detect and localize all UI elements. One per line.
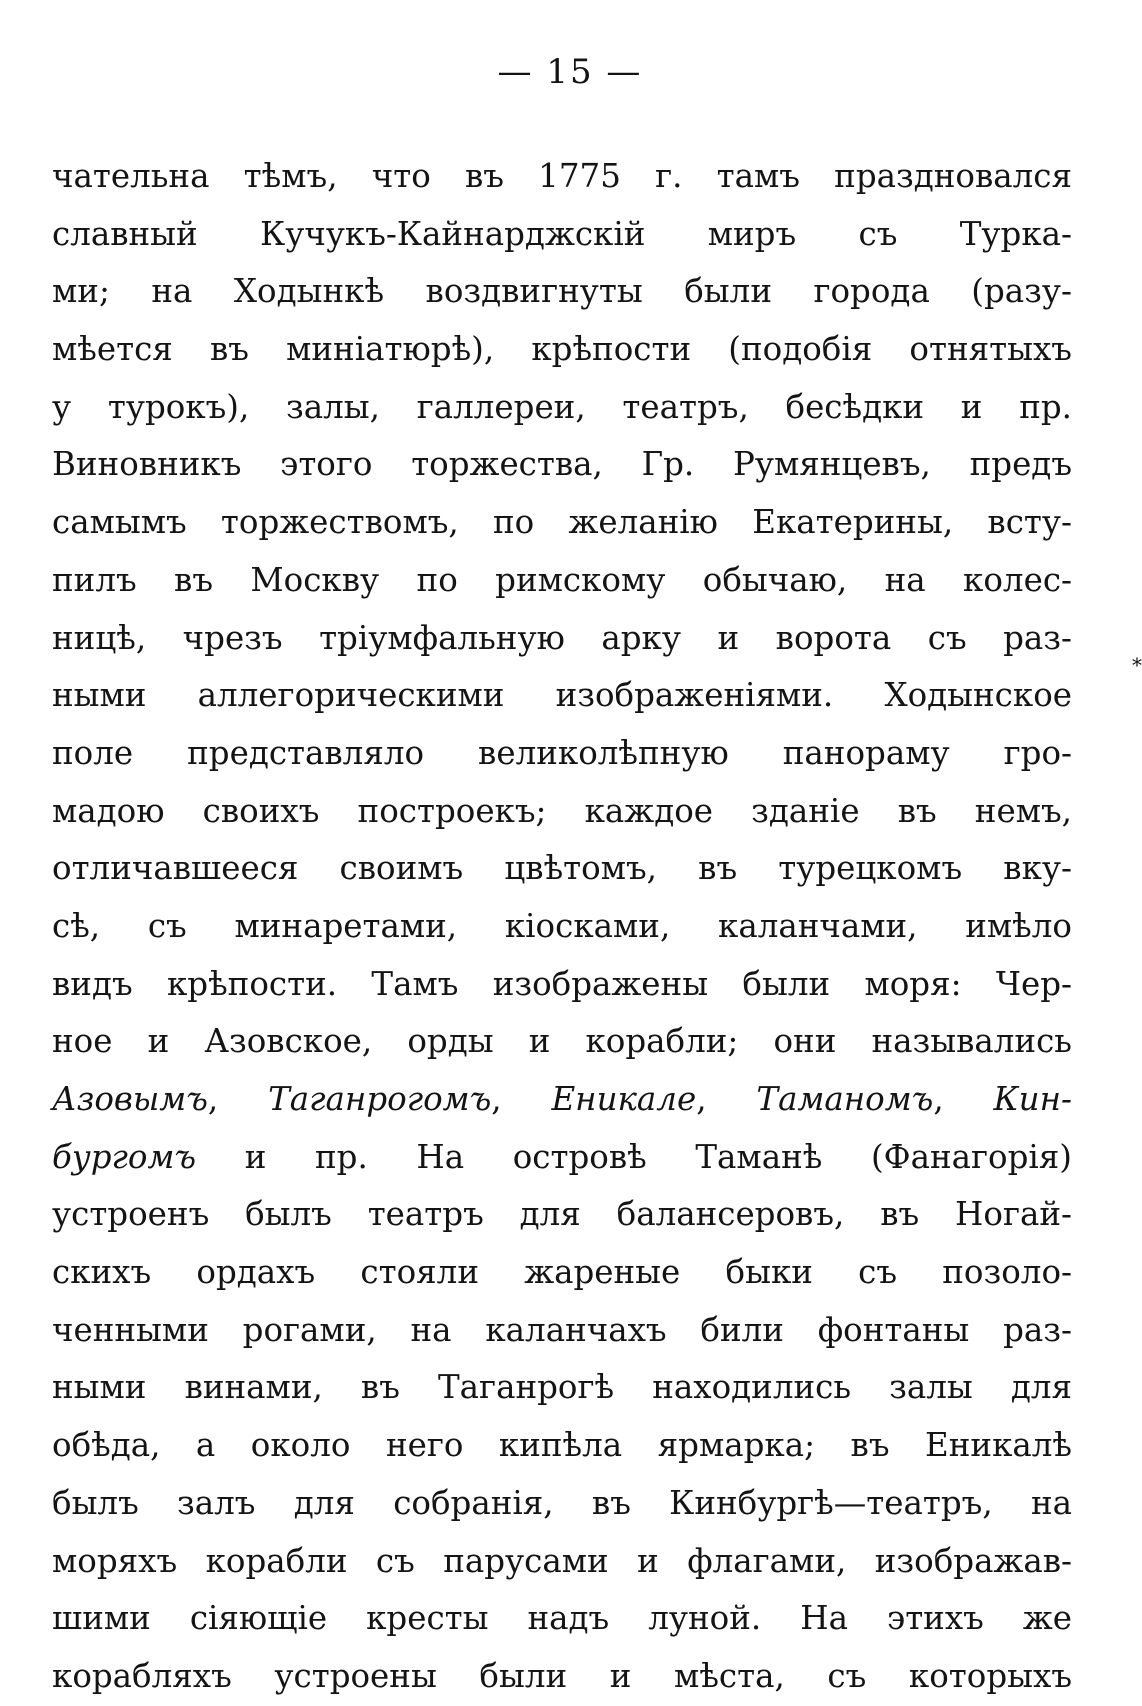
text-line	[52, 1244, 1072, 1302]
text-line	[52, 1129, 1072, 1187]
text-line	[52, 321, 1072, 379]
text-line	[52, 1359, 1072, 1417]
text-line	[52, 263, 1072, 321]
text-segment: видъ крѣпости. Тамъ изображены были моря: Чер-	[52, 964, 1072, 1003]
text-segment: славный Кучукъ-Кайнарджскій миръ съ Турка-	[52, 214, 1072, 253]
text-line	[52, 1302, 1072, 1360]
text-line	[52, 1590, 1072, 1648]
text-segment: ми; на Ходынкѣ воздвигнуты были города (разу-	[52, 272, 1072, 311]
text-line	[52, 379, 1072, 437]
text-segment: самымъ торжествомъ, по желанію Екатерины, всту-	[52, 503, 1072, 542]
text-line	[52, 1475, 1072, 1533]
text-segment: былъ залъ для собранія, въ Кинбургѣ—театръ, на	[52, 1483, 1072, 1522]
text-line	[52, 783, 1072, 841]
text-line	[52, 1533, 1072, 1591]
text-line	[52, 552, 1072, 610]
text-segment: мѣется въ миніатюрѣ), крѣпости (подобія отнятыхъ	[52, 330, 1072, 369]
text-line	[52, 206, 1072, 264]
text-segment: ,	[207, 1080, 269, 1118]
italic-text-segment: Еникале	[551, 1080, 697, 1118]
text-segment: скихъ ордахъ стояли жареные быки съ позоло-	[52, 1253, 1072, 1292]
text-segment: пилъ въ Москву по римскому обычаю, на колес-	[52, 560, 1072, 599]
text-segment: корабляхъ устроены были и мѣста, съ которыхъ	[52, 1656, 1072, 1695]
text-line	[52, 667, 1072, 725]
text-segment: ченными рогами, на каланчахъ били фонтаны раз-	[52, 1310, 1072, 1349]
text-line	[52, 1417, 1072, 1475]
text-segment: мадою своихъ построекъ; каждое зданіе въ немъ,	[52, 791, 1072, 830]
text-line	[52, 898, 1072, 956]
italic-text-segment: бургомъ	[52, 1137, 197, 1176]
text-line	[52, 725, 1072, 783]
text-line	[52, 840, 1072, 898]
text-line	[52, 148, 1072, 206]
body-text	[52, 148, 1072, 1706]
text-segment: шими сіяющіе кресты надъ луной. На этихъ же	[52, 1599, 1072, 1638]
text-line	[52, 1013, 1072, 1071]
italic-text-segment: Азовымъ	[52, 1080, 208, 1118]
margin-mark: *	[1132, 653, 1142, 677]
text-segment: Виновникъ этого торжества, Гр. Румянцевъ, предъ	[52, 445, 1072, 484]
italic-text-segment: Кин-	[993, 1080, 1072, 1118]
text-segment: ными аллегорическими изображеніями. Ходынское	[52, 676, 1072, 715]
text-segment: у турокъ), залы, галлереи, театръ, бесѣдки и пр.	[52, 387, 1072, 426]
text-segment: поле представляло великолѣпную панораму гро-	[52, 733, 1072, 772]
text-line	[52, 1186, 1072, 1244]
text-line	[52, 956, 1072, 1014]
text-segment: чательна тѣмъ, что въ 1775 г. тамъ праздновался	[52, 157, 1072, 195]
text-segment: ,	[933, 1080, 994, 1118]
text-segment: сѣ, съ минаретами, кіосками, каланчами, имѣло	[52, 906, 1072, 945]
text-line	[52, 610, 1072, 668]
text-segment: обѣда, а около него кипѣла ярмарка; въ Еникалѣ	[52, 1426, 1072, 1465]
text-segment: отличавшееся своимъ цвѣтомъ, въ турецкомъ вку-	[52, 849, 1072, 888]
text-line	[52, 494, 1072, 552]
text-segment: и пр. На островѣ Таманѣ (Фанагорія)	[196, 1137, 1072, 1176]
text-segment: ,	[491, 1080, 552, 1118]
text-line	[52, 1071, 1072, 1129]
italic-text-segment: Таманомъ	[756, 1080, 934, 1118]
text-line	[52, 436, 1072, 494]
text-line	[52, 1648, 1072, 1706]
text-segment: устроенъ былъ театръ для балансеровъ, въ Ногай-	[52, 1195, 1072, 1234]
text-segment: ными винами, въ Таганрогѣ находились залы для	[52, 1368, 1072, 1407]
text-segment: моряхъ корабли съ парусами и флагами, изображав-	[52, 1541, 1072, 1580]
text-segment: ,	[696, 1080, 757, 1118]
page-number: — 15 —	[497, 52, 643, 92]
text-segment: ницѣ, чрезъ тріумфальную арку и ворота съ раз-	[52, 618, 1072, 657]
text-segment: ное и Азовское, орды и корабли; они назывались	[52, 1022, 1072, 1061]
italic-text-segment: Таганрогомъ	[268, 1080, 492, 1118]
